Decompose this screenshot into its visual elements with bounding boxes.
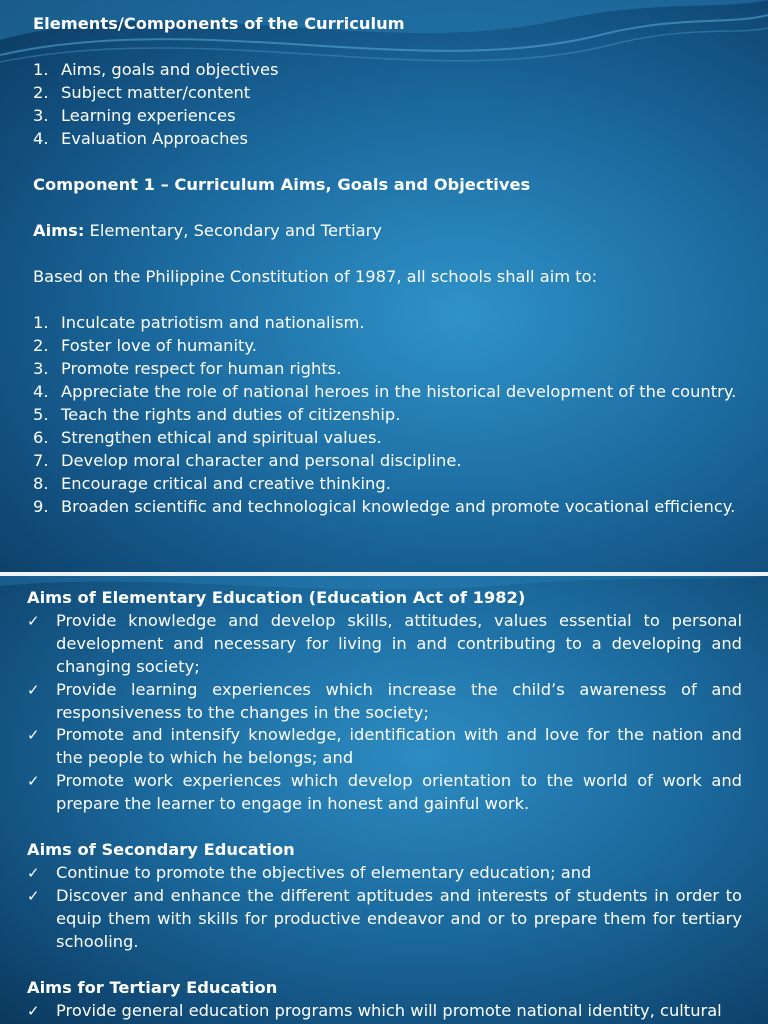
list-item: 8. Encourage critical and creative thinking. (33, 474, 391, 493)
aims-line (33, 219, 738, 242)
list-item: 1. Aims, goals and objectives (33, 60, 279, 79)
check-icon: ✓ (27, 680, 40, 699)
aims-label: Aims: (33, 221, 85, 240)
list-item: ✓ Promote work experiences which develop orientation to the world of work and prepare the learner to engage in honest and gainful work. (27, 771, 742, 814)
page-title: Elements/Components of the Curriculum (33, 14, 405, 33)
check-icon: ✓ (27, 1001, 40, 1020)
constitution-aims-list (33, 311, 738, 518)
list-item: 5. Teach the rights and duties of citizenship. (33, 405, 401, 424)
elementary-heading: Aims of Elementary Education (Education Act of 1982) (27, 588, 526, 607)
check-icon: ✓ (27, 886, 40, 905)
list-item: 7. Develop moral character and personal discipline. (33, 451, 462, 470)
secondary-aims-list (27, 862, 742, 954)
list-item: ✓ Provide knowledge and develop skills, attitudes, values essential to personal development and necessary for living in and contributing to a developing and changing society; (27, 610, 742, 676)
list-item: 4. Appreciate the role of national heroes in the historical development of the country. (33, 382, 737, 401)
list-item: 2. Foster love of humanity. (33, 336, 257, 355)
list-item: 9. Broaden scientific and technological knowledge and promote vocational efficiency. (33, 497, 736, 516)
slide-education-aims (0, 576, 768, 1024)
elements-list (33, 58, 738, 150)
tertiary-aims-list (27, 1000, 742, 1023)
list-item: ✓ Provide general education programs which will promote national identity, cultural (27, 1000, 742, 1023)
check-icon: ✓ (27, 863, 40, 882)
list-item: ✓ Continue to promote the objectives of elementary education; and (27, 862, 742, 885)
list-item: 3. Learning experiences (33, 106, 236, 125)
secondary-heading: Aims of Secondary Education (27, 840, 295, 860)
check-icon: ✓ (27, 726, 40, 745)
list-item: 4. Evaluation Approaches (33, 129, 248, 148)
list-item: 6. Strengthen ethical and spiritual values. (33, 428, 382, 447)
list-item: 2. Subject matter/content (33, 83, 251, 102)
list-item: 1. Inculcate patriotism and nationalism. (33, 313, 365, 332)
tertiary-heading: Aims for Tertiary Education (27, 977, 278, 997)
constitution-intro: Based on the Philippine Constitution of 1987, all schools shall aim to: (33, 267, 598, 286)
list-item: ✓ Provide learning experiences which increase the child’s awareness of and responsiveness to the changes in the society; (27, 679, 742, 722)
list-item: ✓ Promote and intensify knowledge, identification with and love for the nation and the people to which he belongs; and (27, 725, 742, 768)
aims-text: Elementary, Secondary and Tertiary (84, 221, 382, 240)
list-item: 3. Promote respect for human rights. (33, 359, 342, 378)
component-heading: Component 1 – Curriculum Aims, Goals and Objectives (33, 175, 531, 194)
elementary-aims-list (27, 610, 742, 816)
check-icon: ✓ (27, 611, 40, 630)
check-icon: ✓ (27, 772, 40, 791)
list-item: ✓ Discover and enhance the different aptitudes and interests of students in order to equip them with skills for productive endeavor and or to prepare them for tertiary schooling. (27, 885, 742, 951)
